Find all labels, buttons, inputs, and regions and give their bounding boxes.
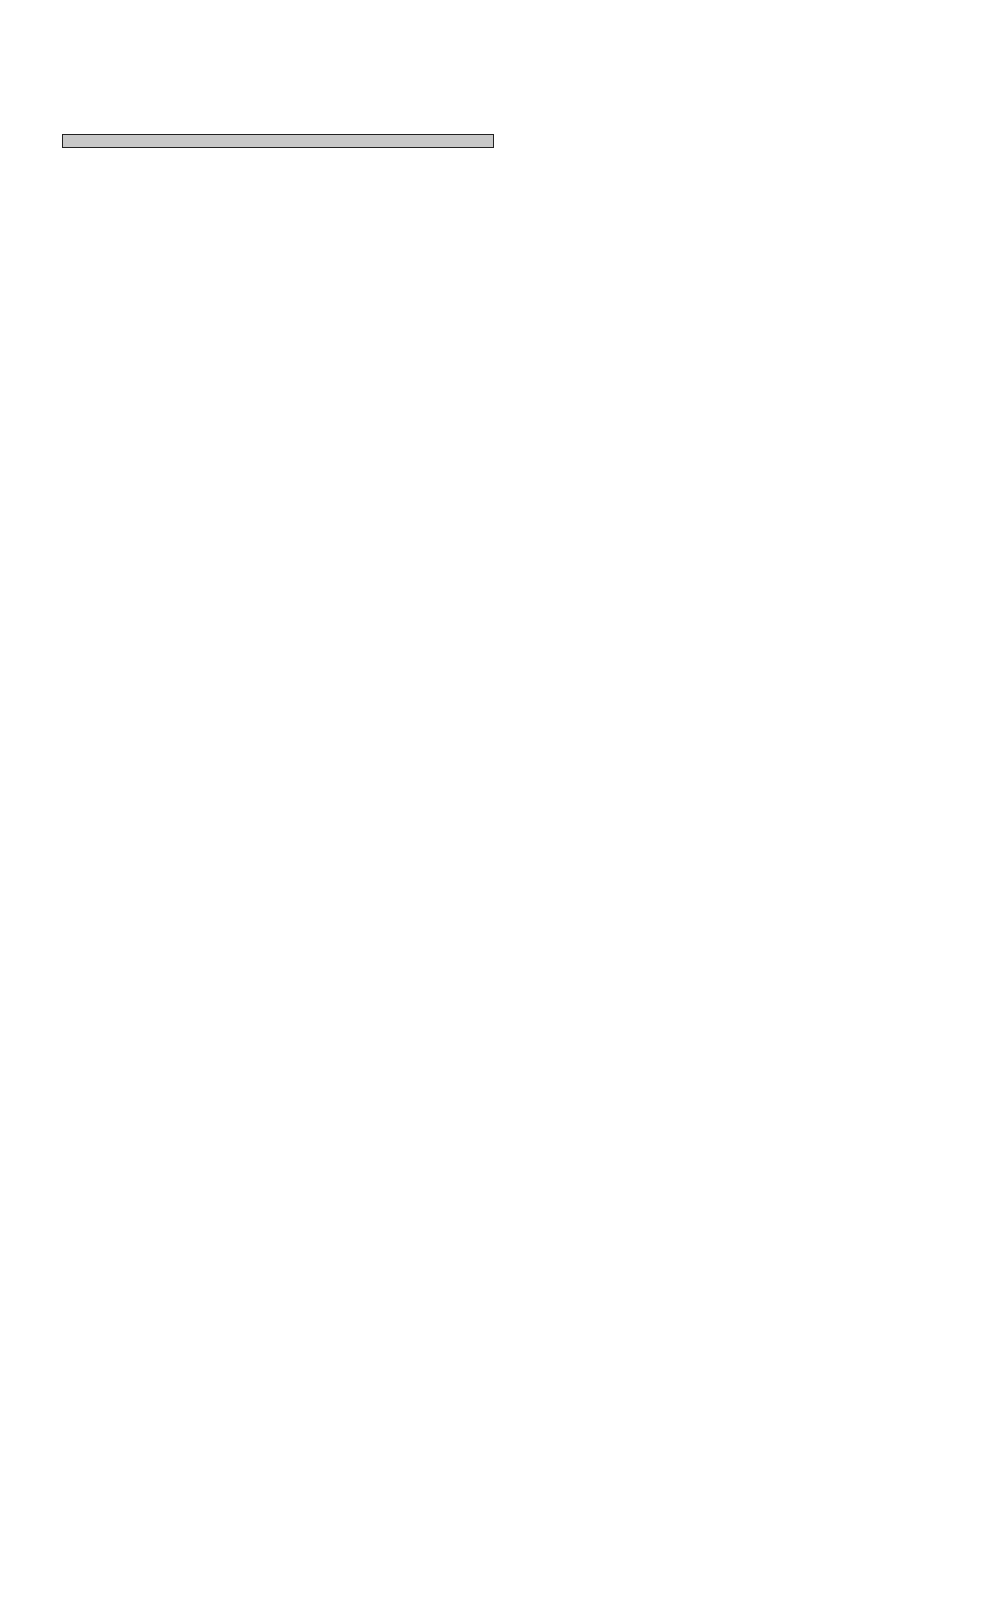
answer-quick-table <box>62 134 494 148</box>
answer-table-header <box>63 135 494 148</box>
left-column <box>62 130 494 152</box>
